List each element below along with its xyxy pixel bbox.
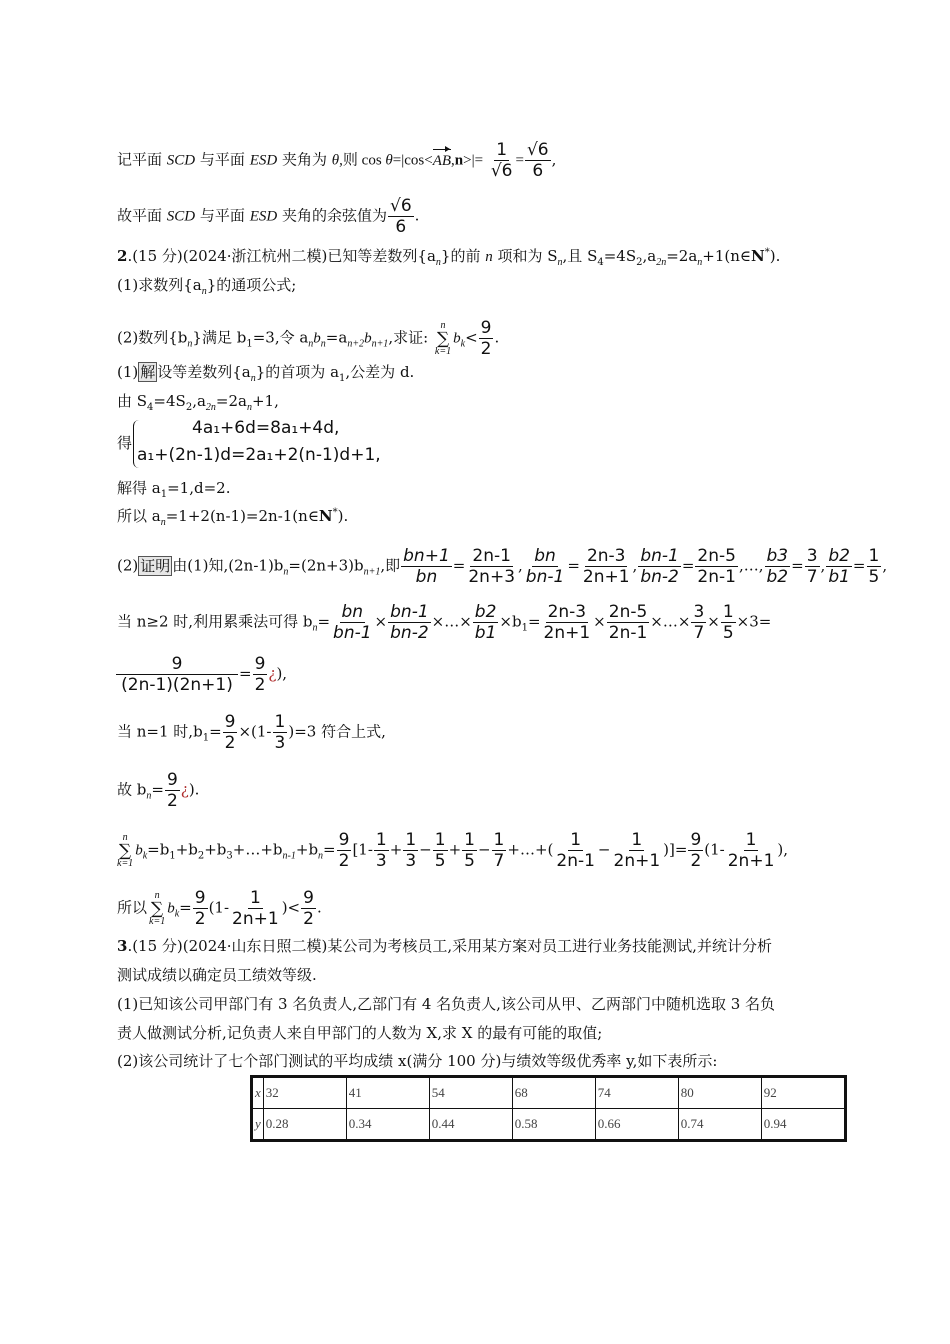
solution-2-sum: n ∑ k=1 $b_k=b_1+b_2+b_3+\dots+b_{n-1}+b_n=$ $\frac{9}{2}$ [1- $\frac{1}{3}$ + $\frac{1}{3}$ − $\frac{1}{5}$ + $\frac{1}{5}$ − $\frac{1}{7}$ +…+( $\frac{1}{2n-1}$ − $\frac{1}{2n+1}$ )]= $\frac{9}{2}$ (1- $\frac{1}{2n+1}$ ), [117, 830, 789, 871]
text: 记平面 [117, 150, 163, 169]
problem-3-q2: (2)该公司统计了七个部门测试的平均成绩 x(满分 100 分)与绩效等级优秀率 y,如下表所示: [117, 1052, 718, 1070]
problem-number: 3 [117, 937, 128, 955]
cosine-conclusion: 故平面 SCD 与平面 ESD 夹角的余弦值为 $\frac{√6}{6}$ . [117, 196, 420, 237]
solution-2-conclusion: 所以 n ∑ k=1 $b_k=$ $\frac{9}{2}$ (1- $\frac{1}{2n+1}$ )< $\frac{9}{2}$ . [117, 888, 322, 929]
normal-vector-n: n [454, 152, 464, 169]
plane-esd: ESD [249, 152, 278, 169]
table-row [252, 1109, 846, 1141]
equals: = [515, 152, 524, 169]
text: 夹角为 [282, 150, 328, 169]
garbled-glyph: ¿ [268, 664, 277, 683]
table-cell: 54 [429, 1077, 512, 1109]
problem-2-header: 2.(15 分)(2024·浙江杭州二模)已知等差数列$\{a_n\}$的前 n 项和为 $S_n$,且 $S_4=4S_2,a_{2n}=2a_n+1(n\in N^*)$. [117, 247, 781, 268]
equation-2: a₁+(2n-1)d=2a₁+2(n-1)d+1, [137, 445, 381, 465]
solution-2-bn: 故 $b_n=$ $\frac{9}{2}$ ¿). [117, 770, 200, 811]
solution-1: (1) 解 设等差数列$\{a_n\}$的首项为 $a_1$,公差为 d. [117, 363, 415, 384]
table-cell: 74 [595, 1077, 678, 1109]
table-cell: 0.34 [346, 1109, 429, 1141]
ratio-fraction: $\frac{bn+1}{bn}$ [403, 546, 450, 587]
table-cell: 92 [761, 1077, 845, 1109]
solution-2-ratios: (2) 证明 由(1)知$,(2n-1)b_n=(2n+3)b_{n+1}$,即 $\frac{bn+1}{bn}$ = $\frac{2n-1}{2n+3}$ , $\frac{bn}{bn-1}$ = $\frac{2n-3}{2n+1}$ , $\frac{bn-1}{bn-2}$ = $\frac{2n-5}{2n-1}$ ,…, $\frac{b3}{b2}$ = $\frac{3}{7}$ , $\frac{b2}{b1}$ = $\frac{1}{5}$ , [117, 546, 888, 587]
table-cell: 0.44 [429, 1109, 512, 1141]
table-cell: 80 [678, 1077, 761, 1109]
table-cell: 0.74 [678, 1109, 761, 1141]
theta: θ [331, 152, 340, 169]
table-cell: 0.66 [595, 1109, 678, 1141]
solution-1-given: 由 $S_4=4S_2,a_{2n}=2a_n+1$, [117, 392, 279, 413]
table-cell: 41 [346, 1077, 429, 1109]
solution-tag: 解 [140, 363, 156, 381]
table-cell: 68 [512, 1077, 595, 1109]
table-row [252, 1077, 846, 1109]
solution-1-values: 解得 $a_1=1,d=2$. [117, 479, 231, 500]
problem-number: 2 [117, 247, 128, 265]
cosine-line: 记平面 SCD 与平面 ESD 夹角为 θ,则 cos θ=|cos<AB,n>|= $\frac{1}{√6}$ = $\frac{√6}{6}$ , [117, 140, 557, 181]
solution-2-product: 当 n≥2 时,利用累乘法可得 $b_n=$ $\frac{bn}{bn-1}$ × $\frac{bn-1}{bn-2}$ ×…× $\frac{b2}{b1}$ $\times b_1=$ $\frac{2n-3}{2n+1}$ × $\frac{2n-5}{2n-1}$ ×…× $\frac{3}{7}$ × $\frac{1}{5}$ ×3= [117, 602, 772, 643]
proof-tag: 证明 [140, 556, 171, 575]
de-label: 得 [117, 434, 133, 452]
problem-3-q1-cont: 责人做测试分析,记负责人来自甲部门的人数为 X,求 X 的最有可能的取值; [117, 1024, 603, 1042]
solution-1-final: 所以 $a_n=1+2(n-1)=2n-1(n\in N^*)$. [117, 507, 349, 528]
theta: θ [385, 152, 393, 169]
fraction: $\frac{9}{2}$ [480, 318, 492, 359]
problem-2-q2: (2)数列$\{b_n\}$满足 $b_1=3$,令 $a_nb_n=a_{n+2}b_{n+1}$,求证: n ∑ k=1 $b_k<$ $\frac{9}{2}$ . [117, 318, 500, 359]
score-table [250, 1075, 847, 1142]
problem-2-q1: (1)求数列$\{a_n\}$的通项公式; [117, 276, 297, 297]
table-cell: 0.94 [761, 1109, 845, 1141]
text: , [451, 152, 455, 169]
text: =|cos< [392, 152, 433, 169]
general-term-fraction: $\frac{9}{(2n-1)(2n+1)}$ [116, 654, 238, 695]
summation: n ∑ k=1 [434, 319, 452, 357]
table-cell: x [252, 1077, 264, 1109]
solution-2-general-term: $\frac{9}{(2n-1)(2n+1)}$ = $\frac{9}{2}$ ¿), [115, 654, 287, 695]
problem-3-header: 3.(15 分)(2024·山东日照二模)某公司为考核员工,采用某方案对员工进行业务技能测试,并统计分析 [117, 937, 772, 955]
problem-3-line2: 测试成绩以确定员工绩效等级. [117, 966, 317, 984]
problem-3-q1: (1)已知该公司甲部门有 3 名负责人,乙部门有 4 名负责人,该公司从甲、乙两部门中随机选取 3 名负 [117, 995, 776, 1013]
table-cell: 32 [263, 1077, 346, 1109]
equation-1: 4a₁+6d=8a₁+4d, [192, 418, 340, 438]
fraction: $\frac{√6}{6}$ [390, 196, 412, 237]
table-cell: y [252, 1109, 264, 1141]
table-cell: 0.28 [263, 1109, 346, 1141]
table-cell: 0.58 [512, 1109, 595, 1141]
text: 与平面 [199, 150, 245, 169]
fraction: $\frac{√6}{6}$ [526, 140, 549, 181]
plane-scd: SCD [166, 152, 196, 169]
vector-ab: AB [432, 152, 452, 169]
text: >|= [463, 152, 484, 169]
fraction: $\frac{1}{√6}$ [490, 140, 513, 181]
text: ,则 cos [339, 152, 386, 169]
solution-2-n1: 当 n=1 时$,b_1=$ $\frac{9}{2}$ ×(1- $\frac{1}{3}$ )=3 符合上式, [117, 712, 386, 753]
